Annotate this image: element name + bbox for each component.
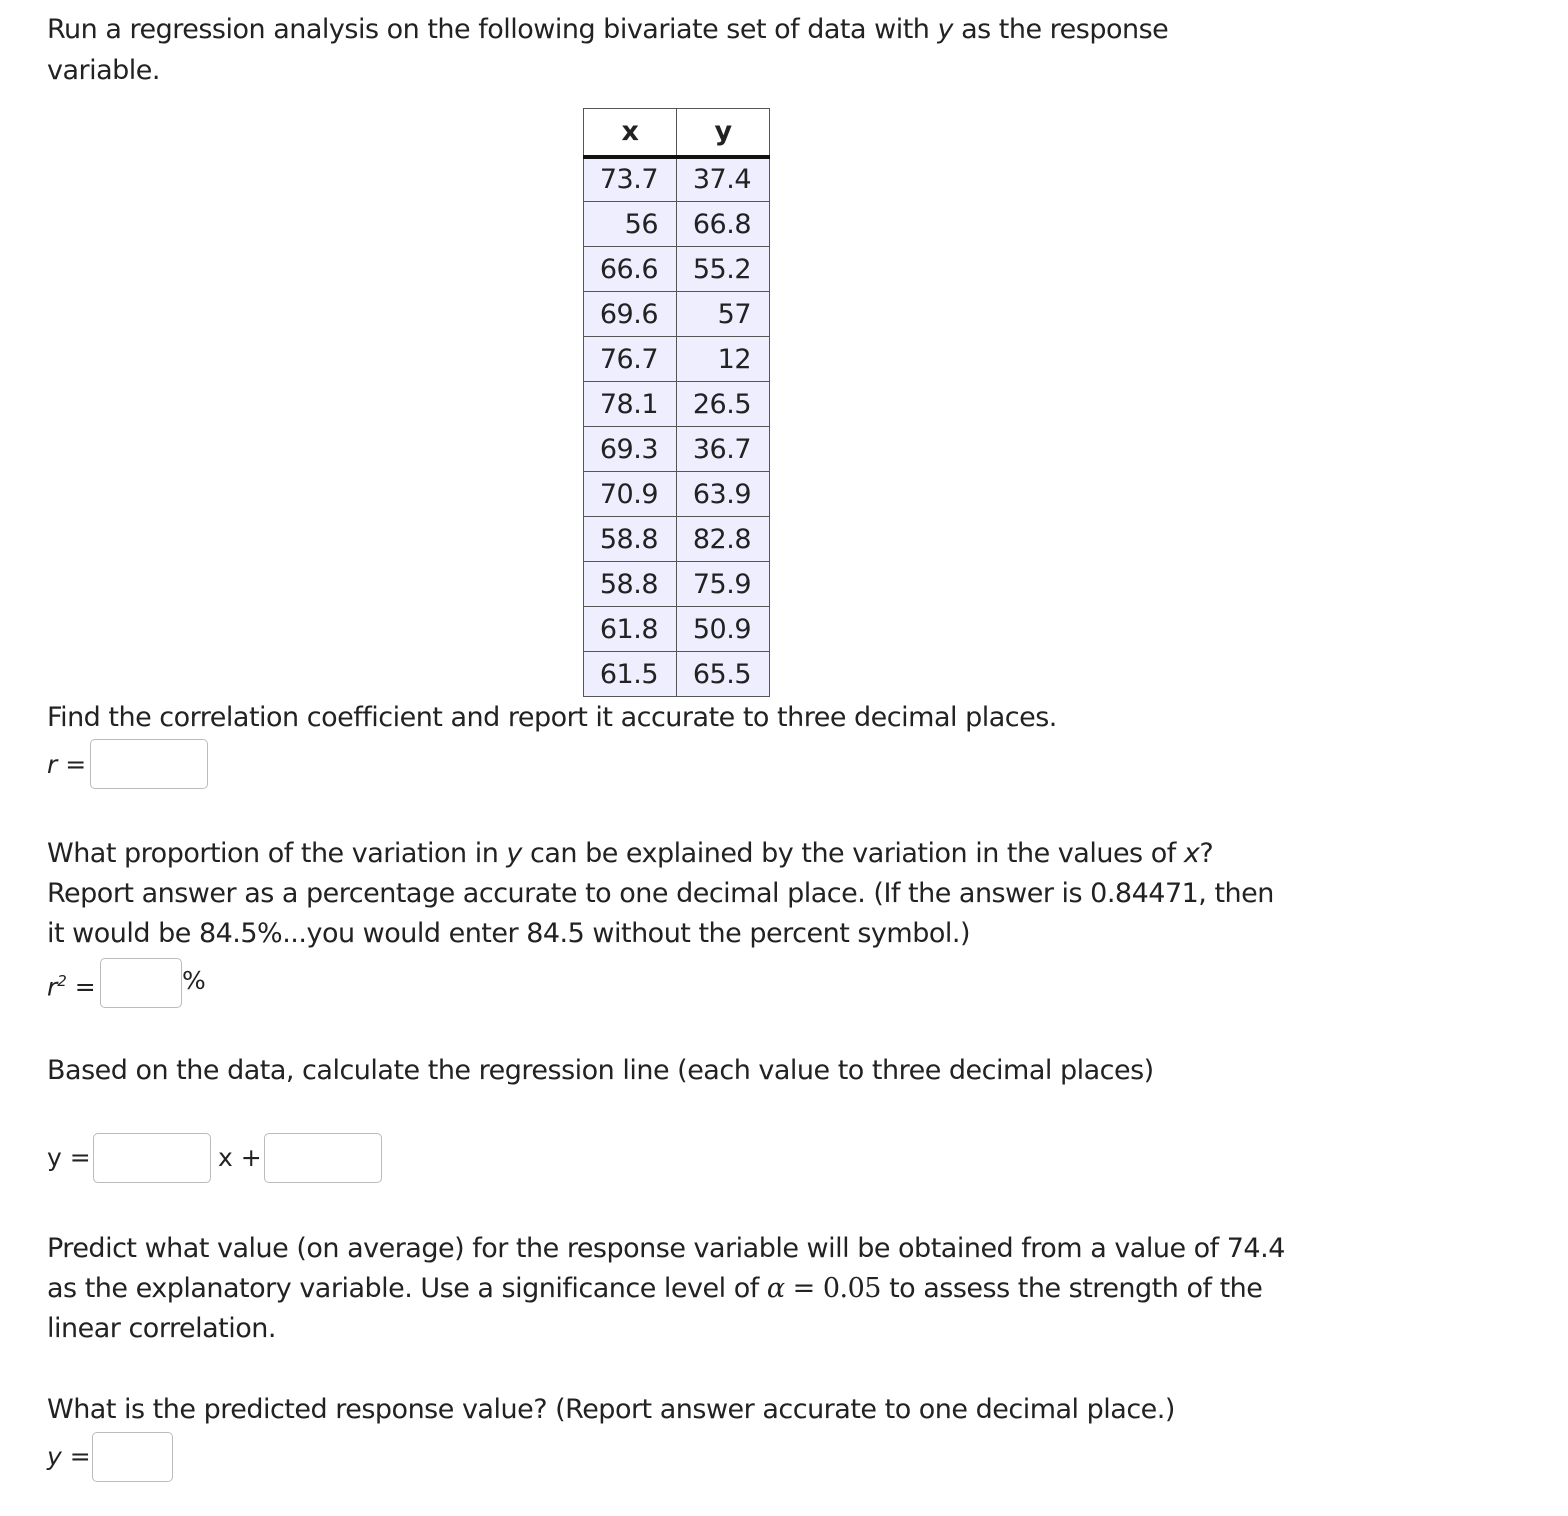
table-row bbox=[584, 337, 770, 382]
data-table bbox=[583, 108, 770, 697]
r-input[interactable] bbox=[90, 739, 208, 789]
predicted-eq: = bbox=[61, 1442, 91, 1471]
cell-y: 36.7 bbox=[677, 427, 770, 472]
q2-text-c: ? bbox=[1199, 838, 1214, 869]
var-x: x bbox=[1183, 838, 1200, 869]
cell-x: 58.8 bbox=[584, 517, 677, 562]
cell-y: 26.5 bbox=[677, 382, 770, 427]
header-y: y bbox=[677, 109, 770, 157]
intercept-input[interactable] bbox=[264, 1133, 382, 1183]
x-plus-label: x + bbox=[218, 1143, 262, 1172]
table-row bbox=[584, 562, 770, 607]
q2-text-b: can be explained by the variation in the values of bbox=[521, 838, 1184, 869]
table-row bbox=[584, 652, 770, 697]
cell-y: 75.9 bbox=[677, 562, 770, 607]
q1-text: Find the correlation coefficient and report it accurate to three decimal places. bbox=[47, 702, 1057, 733]
table-row bbox=[584, 427, 770, 472]
y-var: y bbox=[47, 1442, 62, 1471]
cell-y: 55.2 bbox=[677, 247, 770, 292]
regression-y-label: y = bbox=[47, 1143, 91, 1172]
q4-line-2 bbox=[47, 1269, 1262, 1309]
header-x: x bbox=[584, 109, 677, 157]
intro-line-2: variable. bbox=[47, 55, 161, 86]
intro-text: Run a regression analysis on the following bivariate set of data with bbox=[47, 14, 938, 45]
q2-line-2: Report answer as a percentage accurate to one decimal place. (If the answer is 0.84471, then bbox=[47, 878, 1274, 909]
cell-x: 56 bbox=[584, 202, 677, 247]
table-header-row bbox=[584, 109, 770, 157]
cell-x: 69.6 bbox=[584, 292, 677, 337]
cell-y: 65.5 bbox=[677, 652, 770, 697]
r2-eq: = bbox=[66, 972, 96, 1002]
table-row bbox=[584, 382, 770, 427]
cell-x: 61.8 bbox=[584, 607, 677, 652]
cell-y: 57 bbox=[677, 292, 770, 337]
q4-text-b: to assess the strength of the bbox=[880, 1273, 1263, 1304]
table-row bbox=[584, 517, 770, 562]
cell-y: 63.9 bbox=[677, 472, 770, 517]
r-label bbox=[47, 750, 86, 780]
cell-y: 66.8 bbox=[677, 202, 770, 247]
cell-x: 76.7 bbox=[584, 337, 677, 382]
equals-sign: = bbox=[784, 1273, 823, 1304]
r-eq: = bbox=[57, 750, 87, 779]
squared-exponent: 2 bbox=[57, 972, 67, 990]
cell-y: 12 bbox=[677, 337, 770, 382]
predicted-y-label bbox=[47, 1442, 91, 1472]
var-y: y bbox=[506, 838, 522, 869]
cell-x: 73.7 bbox=[584, 157, 677, 202]
q4-line-3: linear correlation. bbox=[47, 1313, 276, 1344]
table-row bbox=[584, 472, 770, 517]
alpha-symbol: α bbox=[766, 1273, 785, 1304]
q4-line-1: Predict what value (on average) for the response variable will be obtained from a value of 74.4 bbox=[47, 1233, 1285, 1264]
slope-input[interactable] bbox=[93, 1133, 211, 1183]
q5-text: What is the predicted response value? (Report answer accurate to one decimal place.) bbox=[47, 1394, 1175, 1425]
r-var: r bbox=[47, 972, 58, 1002]
cell-y: 37.4 bbox=[677, 157, 770, 202]
cell-x: 70.9 bbox=[584, 472, 677, 517]
table-row bbox=[584, 157, 770, 202]
q2-line-3: it would be 84.5%...you would enter 84.5 without the percent symbol.) bbox=[47, 918, 970, 949]
table-row bbox=[584, 292, 770, 337]
table-row bbox=[584, 202, 770, 247]
r-var: r bbox=[47, 750, 58, 779]
cell-x: 61.5 bbox=[584, 652, 677, 697]
percent-suffix: % bbox=[182, 966, 206, 995]
q2-text-a: What proportion of the variation in bbox=[47, 838, 507, 869]
cell-x: 78.1 bbox=[584, 382, 677, 427]
q3-text: Based on the data, calculate the regression line (each value to three decimal places) bbox=[47, 1055, 1154, 1086]
cell-y: 82.8 bbox=[677, 517, 770, 562]
predicted-y-input[interactable] bbox=[92, 1432, 173, 1482]
q2-line-1 bbox=[47, 834, 1213, 874]
q4-text-a: as the explanatory variable. Use a significance level of bbox=[47, 1273, 767, 1304]
cell-y: 50.9 bbox=[677, 607, 770, 652]
intro-line-1 bbox=[47, 10, 1168, 50]
cell-x: 66.6 bbox=[584, 247, 677, 292]
intro-text-end: as the response bbox=[952, 14, 1169, 45]
table-row bbox=[584, 607, 770, 652]
r2-label bbox=[47, 966, 96, 1002]
r-squared-input[interactable] bbox=[100, 958, 182, 1008]
cell-x: 58.8 bbox=[584, 562, 677, 607]
var-y: y bbox=[937, 14, 953, 45]
cell-x: 69.3 bbox=[584, 427, 677, 472]
table-row bbox=[584, 247, 770, 292]
alpha-value: 0.05 bbox=[822, 1273, 881, 1304]
